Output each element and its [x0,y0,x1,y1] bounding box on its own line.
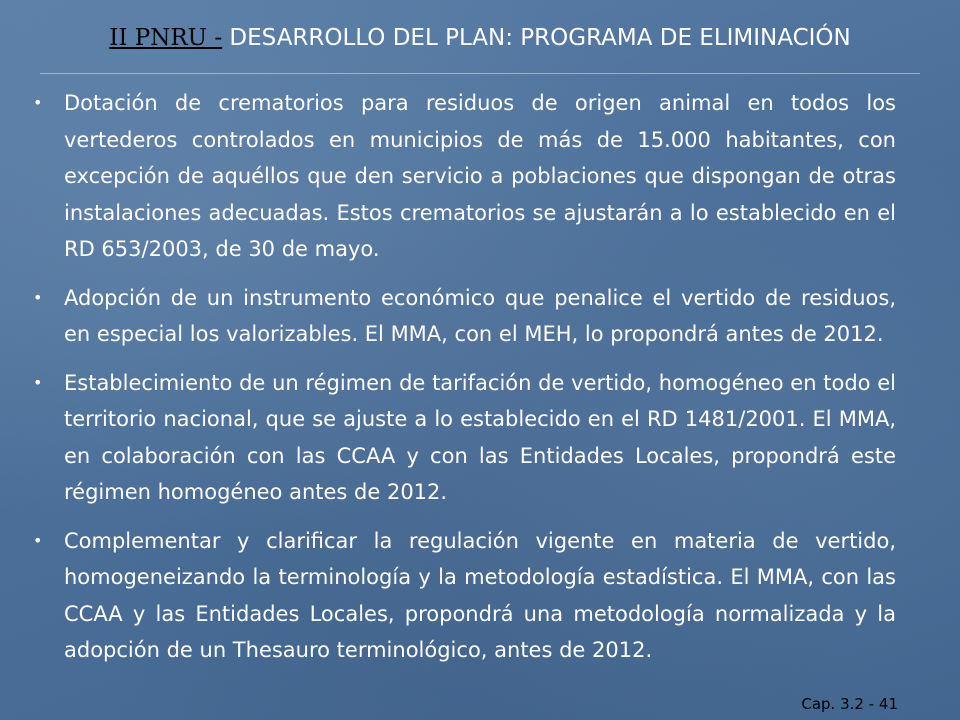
bullet-text: Dotación de crematorios para residuos de origen animal en todos los vertederos controlados en municipios de más de 15.000 habitantes, con excepción de aquéllos que den servicio a poblaciones que dispongan de otras instalaciones adecuadas. Estos crematorios se ajustarán a lo establecido en el RD 653/2003, de 30 de mayo. [64,91,896,261]
bullet-icon: • [33,93,43,112]
bullet-text: Complementar y clarificar la regulación vigente en materia de vertido, homogeneizando la terminología y la metodología estadística. El MMA, con las CCAA y las Entidades Locales, propondrá una metodología normalizada y la adopción de un Thesauro terminológico, antes de 2012. [64,528,896,662]
title-prefix: II PNRU - [109,25,223,51]
bullet-item [30,85,896,268]
bullet-icon: • [33,372,43,392]
bullet-text: Adopción de un instrumento económico que penalice el vertido de residuos, en especial los valorizables. El MMA, con el MEH, lo propondrá antes de 2012. [64,285,896,346]
bullet-text: Establecimiento de un régimen de tarifación de vertido, homogéneo en todo el territorio nacional, que se ajuste a lo establecido en el RD 1481/2001. El MMA, en colaboración con las CCAA y con las Entidades Locales, propondrá este régimen homogéneo antes de 2012. [64,370,896,504]
bullet-icon: • [33,287,43,307]
bullet-item [30,523,896,669]
bullet-item [30,280,896,353]
bullet-list [30,85,896,681]
bullet-icon: • [33,530,43,550]
bullet-item [30,365,896,511]
title-divider [40,73,920,74]
slide-title [40,22,920,54]
slide-number: Cap. 3.2 - 41 [801,695,898,713]
title-main: DESARROLLO DEL PLAN: PROGRAMA DE ELIMINACIÓN [222,25,851,51]
